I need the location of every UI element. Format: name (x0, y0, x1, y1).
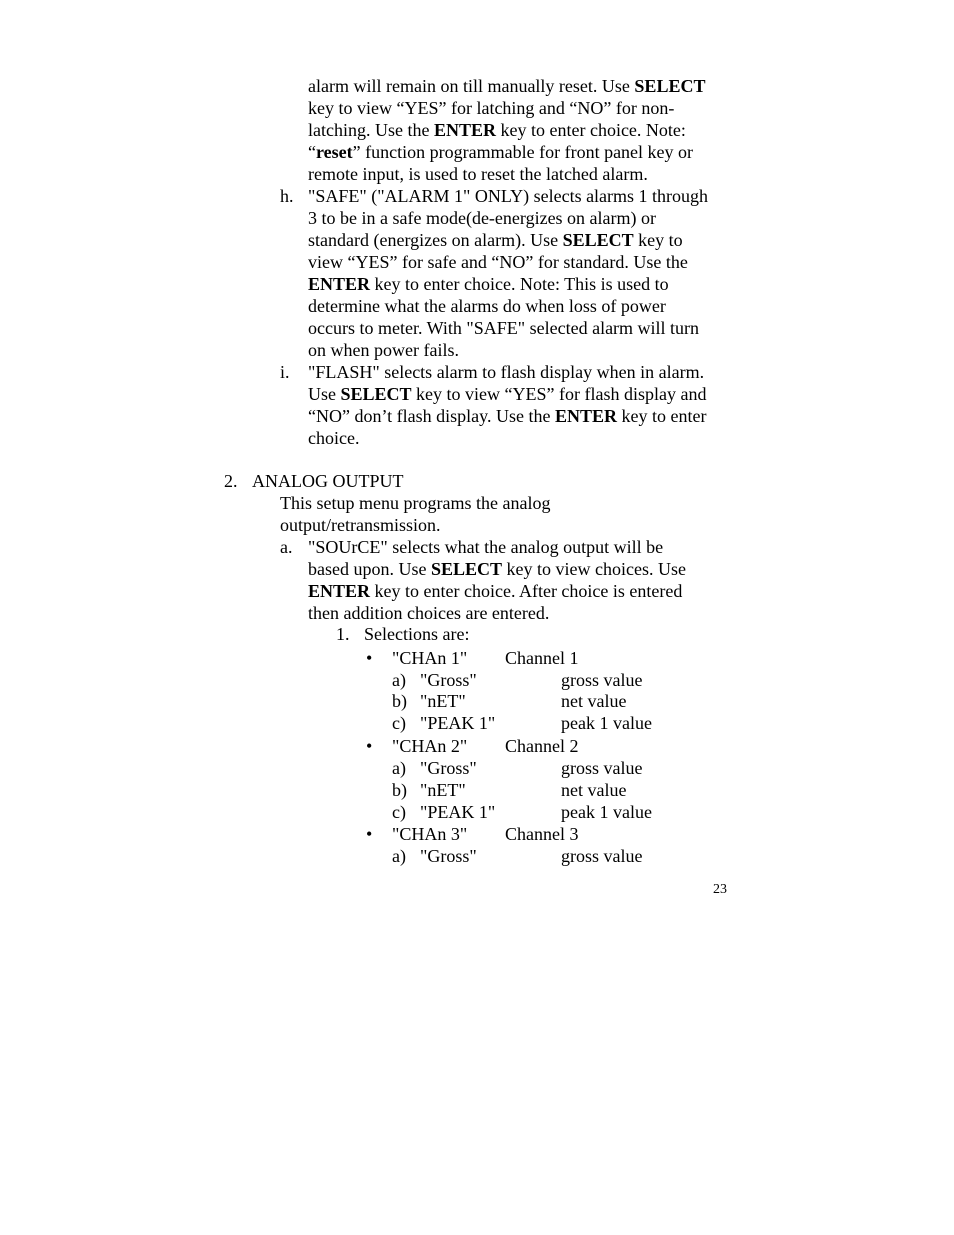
item-i-line-1: "FLASH" selects alarm to flash display when in alarm. (308, 362, 705, 382)
option-code: "PEAK 1" (420, 802, 496, 822)
section-2-marker: 2. (224, 471, 238, 491)
continuation-line-5: remote input, is used to reset the latched alarm. (308, 164, 648, 184)
option-code: "PEAK 1" (420, 713, 496, 733)
item-a-line-1: "SOUrCE" selects what the analog output will be (308, 537, 664, 557)
item-h-line-7: occurs to meter. With "SAFE" selected alarm will turn (308, 318, 700, 338)
item-h-line-1: "SAFE" ("ALARM 1" ONLY) selects alarms 1 through (308, 186, 709, 206)
selections-marker: 1. (336, 624, 350, 644)
item-h-line-6: determine what the alarms do when loss of power (308, 296, 666, 316)
option-description: net value (561, 691, 627, 711)
item-i-marker: i. (280, 362, 290, 382)
item-i-line-3: “NO” don’t flash display. Use the ENTER key to enter (308, 406, 707, 426)
item-h-line-2: 3 to be in a safe mode(de-energizes on alarm) or (308, 208, 657, 228)
item-h-marker: h. (280, 186, 294, 206)
option-code: "Gross" (420, 758, 477, 778)
option-description: gross value (561, 758, 643, 778)
option-description: peak 1 value (561, 802, 652, 822)
option-marker: c) (392, 713, 406, 733)
option-marker: b) (392, 780, 407, 800)
option-description: gross value (561, 846, 643, 866)
item-a-marker: a. (280, 537, 293, 557)
option-description: peak 1 value (561, 713, 652, 733)
continuation-line-2: key to view “YES” for latching and “NO” for non- (308, 98, 675, 118)
item-a-line-4: then addition choices are entered. (308, 603, 550, 623)
item-a-line-2: based upon. Use SELECT key to view choices. Use (308, 559, 686, 579)
option-marker: b) (392, 691, 407, 711)
channel-code: "CHAn 1" (392, 648, 468, 668)
selections-label: Selections are: (364, 624, 470, 644)
option-code: "nET" (420, 780, 466, 800)
section-2-title: ANALOG OUTPUT (252, 471, 404, 491)
continuation-line-4: “reset” function programmable for front panel key or (308, 142, 694, 162)
channel-name: Channel 3 (505, 824, 579, 844)
option-code: "Gross" (420, 846, 477, 866)
channel-code: "CHAn 3" (392, 824, 468, 844)
continuation-line-3: latching. Use the ENTER key to enter choice. Note: (308, 120, 686, 140)
option-description: gross value (561, 670, 643, 690)
item-h-line-8: on when power fails. (308, 340, 459, 360)
option-marker: a) (392, 670, 406, 690)
item-h-line-5: ENTER key to enter choice. Note: This is used to (308, 274, 669, 294)
option-marker: a) (392, 846, 406, 866)
channel-code: "CHAn 2" (392, 736, 468, 756)
option-description: net value (561, 780, 627, 800)
option-code: "nET" (420, 691, 466, 711)
option-code: "Gross" (420, 670, 477, 690)
continuation-line-1: alarm will remain on till manually reset. Use SELECT (308, 76, 706, 96)
section-2-intro-line-2: output/retransmission. (280, 515, 441, 535)
bullet-icon: • (366, 824, 373, 844)
page-number: 23 (713, 882, 727, 897)
item-i-line-2: Use SELECT key to view “YES” for flash display and (308, 384, 707, 404)
bullet-icon: • (366, 736, 373, 756)
bullet-icon: • (366, 648, 373, 668)
item-h-line-3: standard (energizes on alarm). Use SELECT key to (308, 230, 683, 250)
section-2-intro-line-1: This setup menu programs the analog (280, 493, 551, 513)
option-marker: a) (392, 758, 406, 778)
item-a-line-3: ENTER key to enter choice. After choice is entered (308, 581, 683, 601)
channel-name: Channel 1 (505, 648, 579, 668)
option-marker: c) (392, 802, 406, 822)
item-h-line-4: view “YES” for safe and “NO” for standard. Use the (308, 252, 688, 272)
item-i-line-4: choice. (308, 428, 360, 448)
channel-name: Channel 2 (505, 736, 579, 756)
